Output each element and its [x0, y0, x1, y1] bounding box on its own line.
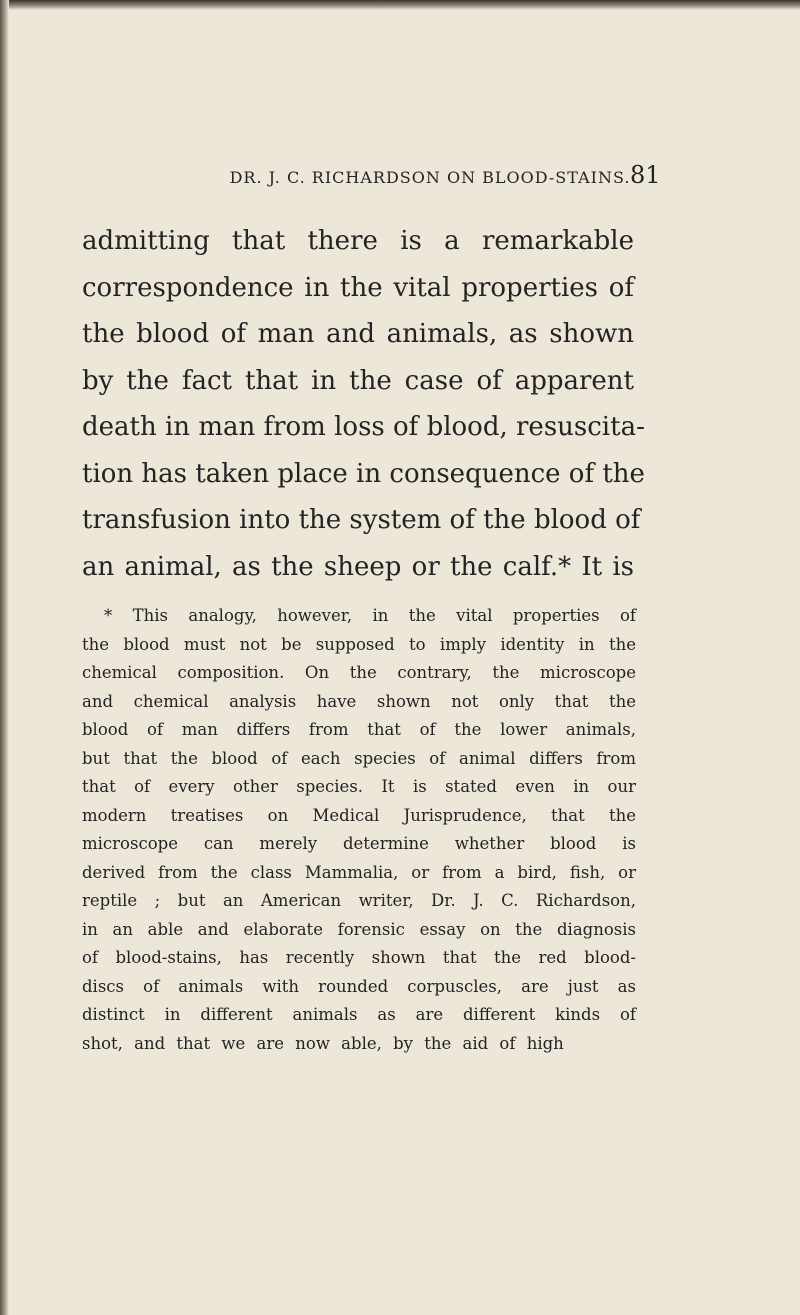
footnote-line: of blood-stains, has recently shown that the red blood-: [82, 948, 636, 967]
body-line: death in man from loss of blood, resuscita-: [82, 412, 645, 442]
body-line: the blood of man and animals, as shown: [82, 319, 634, 349]
body-line: tion has taken place in consequence of the: [82, 458, 645, 489]
footnote-line: reptile ; but an American writer, Dr. J. C. Richardson,: [82, 891, 636, 910]
body-line: transfusion into the system of the blood of: [82, 505, 641, 535]
footnote-line: derived from the class Mammalia, or from a bird, fish, or: [82, 862, 636, 882]
footnote-line: discs of animals with rounded corpuscles, are just as: [82, 976, 636, 996]
page-number: 81: [630, 161, 661, 189]
running-head: DR. J. C. RICHARDSON ON BLOOD-STAINS.: [229, 168, 631, 187]
body-line: an animal, as the sheep or the calf.* It is: [82, 551, 634, 582]
body-line: by the fact that in the case of apparent: [82, 365, 634, 396]
main-paragraph: [82, 218, 645, 590]
footnote-line: and chemical analysis have shown not only that the: [82, 691, 636, 711]
body-line: correspondence in the vital properties of: [82, 272, 634, 303]
footnote-line: in an able and elaborate forensic essay on the diagnosis: [82, 919, 636, 939]
footnote-line: that of every other species. It is stated even in our: [82, 777, 636, 796]
footnote-line: blood of man differs from that of the lower animals,: [82, 720, 636, 739]
footnote-line: chemical composition. On the contrary, the microscope: [82, 663, 636, 682]
body-line: admitting that there is a remarkable: [82, 226, 634, 256]
footnote: [82, 602, 636, 1058]
footnote-line: shot, and that we are now able, by the aid of high: [82, 1033, 564, 1053]
footnote-line: microscope can merely determine whether blood is: [82, 834, 636, 853]
footnote-line: modern treatises on Medical Jurisprudence, that the: [82, 805, 636, 825]
footnote-line: distinct in different animals as are different kinds of: [82, 1005, 636, 1024]
footnote-line: * This analogy, however, in the vital properties of: [104, 606, 636, 625]
footnote-line: the blood must not be supposed to imply identity in the: [82, 634, 636, 654]
footnote-line: but that the blood of each species of animal differs from: [82, 748, 636, 768]
